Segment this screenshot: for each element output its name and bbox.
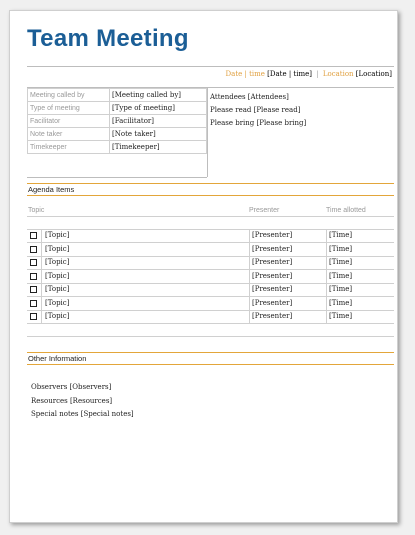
column-divider [41,283,42,296]
agenda-heading: Agenda Items [27,183,394,196]
agenda-topic[interactable]: [Topic] [45,312,70,320]
date-time-value: [Date | time] [267,70,312,78]
agenda-checkbox[interactable] [30,286,37,293]
info-bottom-rule [27,177,207,178]
attendees-line[interactable]: Attendees [Attendees] [210,93,289,101]
agenda-spacer-row [27,324,394,337]
column-divider [326,229,327,242]
column-divider [326,243,327,256]
agenda-column-header [27,207,394,217]
separator: | [316,70,319,78]
agenda-row [27,283,394,297]
agenda-time[interactable]: [Time] [329,244,353,253]
agenda-topic[interactable]: [Topic] [45,258,70,266]
col-time: Time allotted [326,207,366,214]
info-row [28,102,207,115]
date-location-line [226,70,392,78]
column-divider [249,283,250,296]
info-divider [207,88,208,177]
info-label: Note taker [28,128,110,141]
column-divider [41,297,42,310]
agenda-topic[interactable]: [Topic] [45,231,70,239]
document-title: Team Meeting [27,25,189,52]
info-value[interactable]: [Timekeeper] [110,141,207,154]
agenda-topic[interactable]: [Topic] [45,271,70,280]
agenda-presenter[interactable]: [Presenter] [252,298,293,307]
column-divider [249,310,250,323]
agenda-row [27,256,394,270]
info-label: Type of meeting [28,102,110,115]
agenda-time[interactable]: [Time] [329,312,353,320]
column-divider [249,229,250,242]
meeting-info-table [27,88,207,154]
agenda-row [27,297,394,311]
agenda-presenter[interactable]: [Presenter] [252,271,293,280]
agenda-checkbox[interactable] [30,313,37,320]
attendee-info [210,91,306,130]
col-topic: Topic [28,207,45,214]
observers-line[interactable]: Observers [Observers] [31,383,112,391]
column-divider [326,270,327,283]
column-divider [326,310,327,323]
agenda-topic[interactable]: [Topic] [45,285,70,293]
agenda-row [27,243,394,257]
column-divider [41,270,42,283]
agenda-row [27,270,394,284]
agenda-presenter[interactable]: [Presenter] [252,258,293,266]
info-label: Meeting called by [28,89,110,102]
info-row [28,89,207,102]
info-label: Timekeeper [28,141,110,154]
agenda-time[interactable]: [Time] [329,271,353,280]
column-divider [41,256,42,269]
agenda-checkbox[interactable] [30,246,37,253]
agenda-row [27,310,394,324]
info-row [28,115,207,128]
column-divider [41,229,42,242]
title-rule [27,66,394,67]
info-row [28,141,207,154]
info-row [28,128,207,141]
location-label: Location [322,70,354,78]
agenda-time[interactable]: [Time] [329,258,353,266]
resources-line[interactable]: Resources [Resources] [31,396,113,405]
agenda-presenter[interactable]: [Presenter] [252,312,293,320]
agenda-topic[interactable]: [Topic] [45,244,70,253]
agenda-time[interactable]: [Time] [329,231,353,239]
date-time-label: Date | time [225,70,265,78]
column-divider [41,243,42,256]
agenda-presenter[interactable]: [Presenter] [252,244,293,253]
agenda-row [27,229,394,243]
other-info-heading: Other Information [27,352,394,365]
agenda-presenter[interactable]: [Presenter] [252,231,293,239]
column-divider [249,256,250,269]
column-divider [41,310,42,323]
please-read-line[interactable]: Please read [Please read] [210,106,301,114]
agenda-checkbox[interactable] [30,232,37,239]
column-divider [249,243,250,256]
info-value[interactable]: [Meeting called by] [110,89,207,102]
location-value: [Location] [355,70,392,78]
info-label: Facilitator [28,115,110,128]
column-divider [326,256,327,269]
please-bring-line[interactable]: Please bring [Please bring] [210,119,307,127]
info-value[interactable]: [Facilitator] [110,115,207,128]
column-divider [249,270,250,283]
other-info-lines [31,381,134,422]
special-notes-line[interactable]: Special notes [Special notes] [31,410,134,418]
info-value[interactable]: [Type of meeting] [110,102,207,115]
column-divider [326,297,327,310]
agenda-presenter[interactable]: [Presenter] [252,285,293,293]
agenda-topic[interactable]: [Topic] [45,298,70,307]
agenda-checkbox[interactable] [30,259,37,266]
column-divider [326,283,327,296]
agenda-time[interactable]: [Time] [329,285,353,293]
agenda-time[interactable]: [Time] [329,298,353,307]
column-divider [249,297,250,310]
agenda-checkbox[interactable] [30,300,37,307]
col-presenter: Presenter [249,207,280,214]
document-page [9,10,398,523]
info-value[interactable]: [Note taker] [110,128,207,141]
agenda-checkbox[interactable] [30,273,37,280]
